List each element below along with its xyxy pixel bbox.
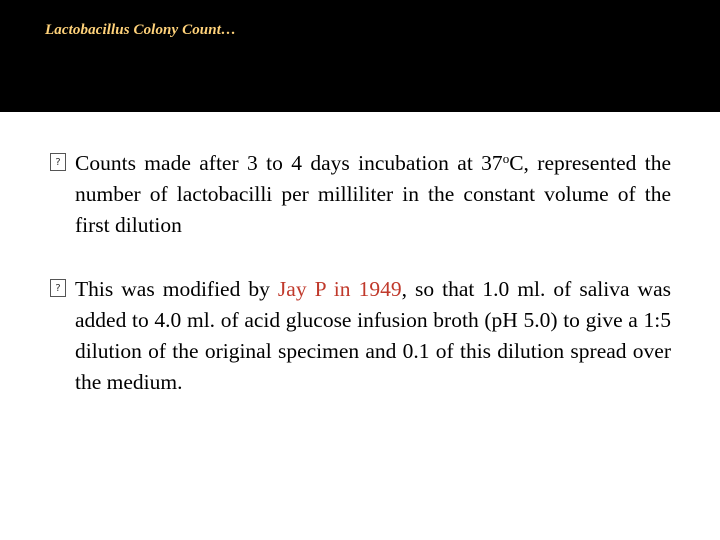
bullet-box-icon: ? xyxy=(50,153,66,171)
slide-header xyxy=(0,0,720,112)
highlighted-citation: Jay P in 1949 xyxy=(277,277,402,301)
bullet-list xyxy=(50,148,671,431)
bullet-text-part: Counts made after 3 to 4 days incubation at 37 xyxy=(75,151,503,175)
bullet-text-part: , so that 1.0 ml. of saliva was added to 4.0 ml. of acid glucose infusion broth (pH 5.0) to give a 1:5 dilution of the original specimen and 0.1 of this dilution spread over the medium. xyxy=(75,277,671,394)
bullet-item xyxy=(50,274,671,398)
bullet-text-part: C, represented the number of lactobacilli per milliliter in the constant volume of the first dilution xyxy=(75,151,672,237)
bullet-box-icon: ? xyxy=(50,279,66,297)
bullet-text-part: This was modified by xyxy=(75,277,278,301)
bullet-item xyxy=(50,148,671,241)
slide-title: Lactobacillus Colony Count… xyxy=(45,22,237,38)
degree-superscript: o xyxy=(502,151,510,166)
